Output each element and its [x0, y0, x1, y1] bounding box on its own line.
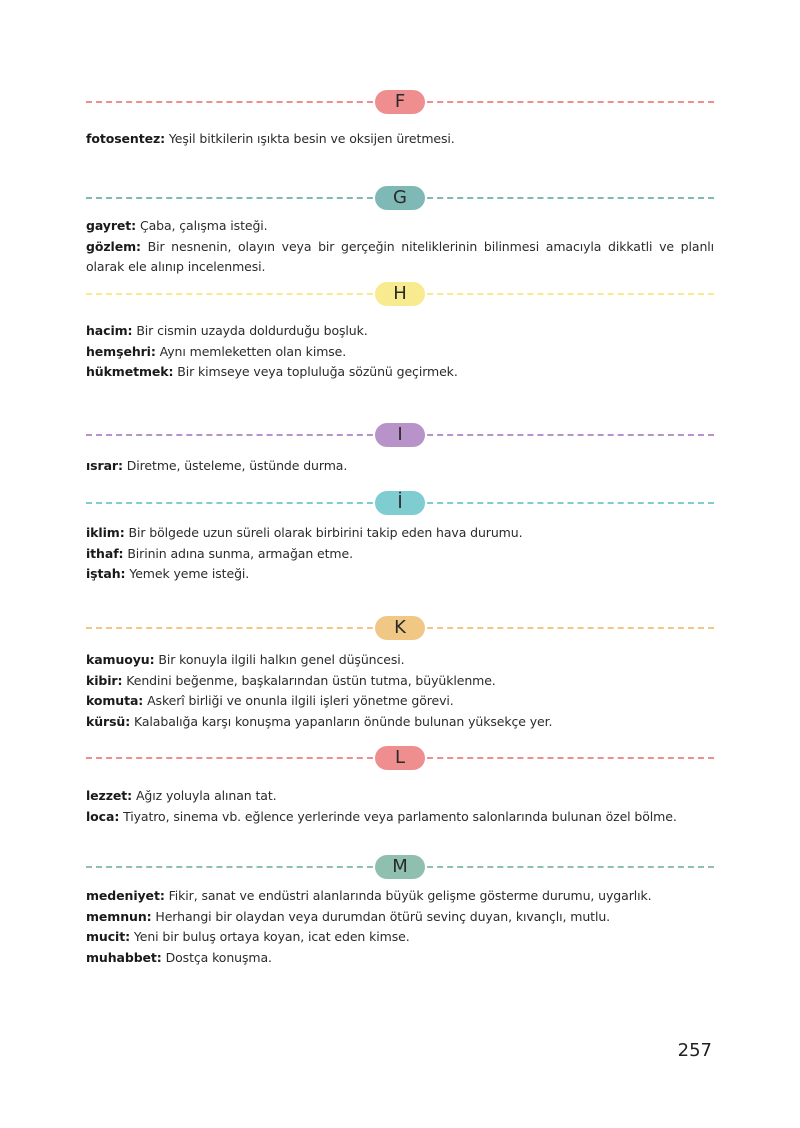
- section-h: [86, 282, 714, 383]
- entry-term: muhabbet:: [86, 949, 162, 965]
- entry-definition: Aynı memleketten olan kimse.: [159, 343, 347, 359]
- page-number: 257: [677, 1040, 712, 1061]
- glossary-entry: [86, 544, 714, 565]
- glossary-entry: [86, 237, 714, 278]
- glossary-entry: [86, 907, 714, 928]
- entry-term: ısrar:: [86, 458, 123, 473]
- letter-divider: [86, 282, 714, 306]
- section-i-dotted: [86, 491, 714, 585]
- letter-divider: [86, 90, 714, 114]
- entry-term: gayret:: [86, 218, 137, 233]
- glossary-entry: [86, 671, 714, 692]
- glossary-entry: [86, 712, 714, 733]
- letter-badge: M: [375, 855, 425, 879]
- entry-definition: Bir kimseye veya topluluğa sözünü geçirmek.: [177, 364, 458, 379]
- entry-list: [86, 650, 714, 732]
- entry-term: hükmetmek:: [86, 364, 174, 379]
- entry-definition: Herhangi bir olaydan veya durumdan ötürü sevinç duyan, kıvançlı, mutlu.: [155, 908, 611, 924]
- letter-badge: L: [375, 746, 425, 770]
- entry-term: komuta:: [86, 693, 144, 708]
- entry-term: memnun:: [86, 908, 152, 924]
- glossary-entry: [86, 886, 714, 907]
- glossary-entry: [86, 129, 714, 150]
- letter-badge: I: [375, 423, 425, 447]
- entry-list: [86, 216, 714, 278]
- entry-definition: Ağız yoluyla alınan tat.: [135, 788, 277, 803]
- entry-definition: Fikir, sanat ve endüstri alanlarında büyük gelişme gösterme durumu, uygarlık.: [168, 888, 652, 903]
- letter-badge: İ: [375, 491, 425, 515]
- entry-definition: Yeşil bitkilerin ışıkta besin ve oksijen üretmesi.: [168, 131, 455, 146]
- glossary-entry: [86, 523, 714, 544]
- entry-definition: Tiyatro, sinema vb. eğlence yerlerinde veya parlamento salonlarında bulunan özel bölme.: [123, 808, 677, 824]
- glossary-entry: [86, 216, 714, 237]
- letter-badge: G: [375, 186, 425, 210]
- entry-term: loca:: [86, 808, 120, 824]
- entry-term: kamuoyu:: [86, 652, 155, 667]
- entry-term: iştah:: [86, 566, 126, 581]
- entry-term: fotosentez:: [86, 131, 166, 146]
- section-l: [86, 746, 714, 827]
- letter-badge: K: [375, 616, 425, 640]
- entry-list: [86, 786, 714, 827]
- letter-divider: [86, 855, 714, 879]
- letter-badge: F: [375, 90, 425, 114]
- entry-term: gözlem:: [86, 238, 141, 254]
- letter-divider: [86, 186, 714, 210]
- letter-divider: [86, 616, 714, 640]
- entry-term: medeniyet:: [86, 888, 165, 903]
- entry-term: mucit:: [86, 929, 130, 944]
- entry-definition: Askerî birliği ve onunla ilgili işleri yönetme görevi.: [147, 693, 454, 708]
- entry-term: lezzet:: [86, 788, 133, 803]
- glossary-entry: [86, 321, 714, 342]
- entry-definition: Diretme, üsteleme, üstünde durma.: [126, 458, 348, 473]
- entry-definition: Kalabalığa karşı konuşma yapanların önünde bulunan yüksekçe yer.: [134, 713, 553, 729]
- entry-definition: Yeni bir buluş ortaya koyan, icat eden kimse.: [133, 929, 410, 944]
- entry-definition: Dostça konuşma.: [165, 949, 272, 965]
- entry-list: [86, 886, 714, 968]
- glossary-entry: [86, 650, 714, 671]
- glossary-entry: [86, 362, 714, 383]
- entry-term: kürsü:: [86, 713, 131, 729]
- entry-definition: Kendini beğenme, başkalarından üstün tutma, büyüklenme.: [126, 672, 496, 688]
- entry-term: iklim:: [86, 525, 125, 540]
- entry-definition: Bir nesnenin, olayın veya bir gerçeğin niteliklerinin bilinmesi amacıyla dikkatli ve planlı olarak ele alınıp incelenmesi.: [86, 238, 715, 274]
- section-m: [86, 855, 714, 968]
- glossary-entry: [86, 927, 714, 948]
- entry-list: [86, 523, 714, 585]
- glossary-entry: [86, 456, 714, 477]
- entry-definition: Yemek yeme isteği.: [129, 566, 250, 581]
- glossary-entry: [86, 807, 714, 828]
- entry-term: hemşehri:: [86, 343, 156, 359]
- section-k: [86, 616, 714, 732]
- entry-definition: Bir bölgede uzun süreli olarak birbirini takip eden hava durumu.: [128, 525, 523, 540]
- section-i: [86, 423, 714, 477]
- entry-list: [86, 456, 714, 477]
- entry-list: [86, 129, 714, 150]
- glossary-entry: [86, 342, 714, 363]
- letter-divider: [86, 746, 714, 770]
- glossary-entry: [86, 948, 714, 969]
- entry-term: kibir:: [86, 672, 123, 688]
- entry-term: ithaf:: [86, 545, 124, 561]
- glossary-entry: [86, 564, 714, 585]
- entry-definition: Bir konuyla ilgili halkın genel düşüncesi.: [158, 652, 405, 667]
- letter-divider: [86, 491, 714, 515]
- entry-definition: Çaba, çalışma isteği.: [139, 218, 268, 233]
- entry-term: hacim:: [86, 323, 133, 338]
- letter-divider: [86, 423, 714, 447]
- section-f: [86, 90, 714, 150]
- glossary-entry: [86, 691, 714, 712]
- entry-definition: Birinin adına sunma, armağan etme.: [127, 545, 353, 561]
- entry-list: [86, 321, 714, 383]
- letter-badge: H: [375, 282, 425, 306]
- entry-definition: Bir cismin uzayda doldurduğu boşluk.: [136, 323, 368, 338]
- glossary-entry: [86, 786, 714, 807]
- section-g: [86, 186, 714, 278]
